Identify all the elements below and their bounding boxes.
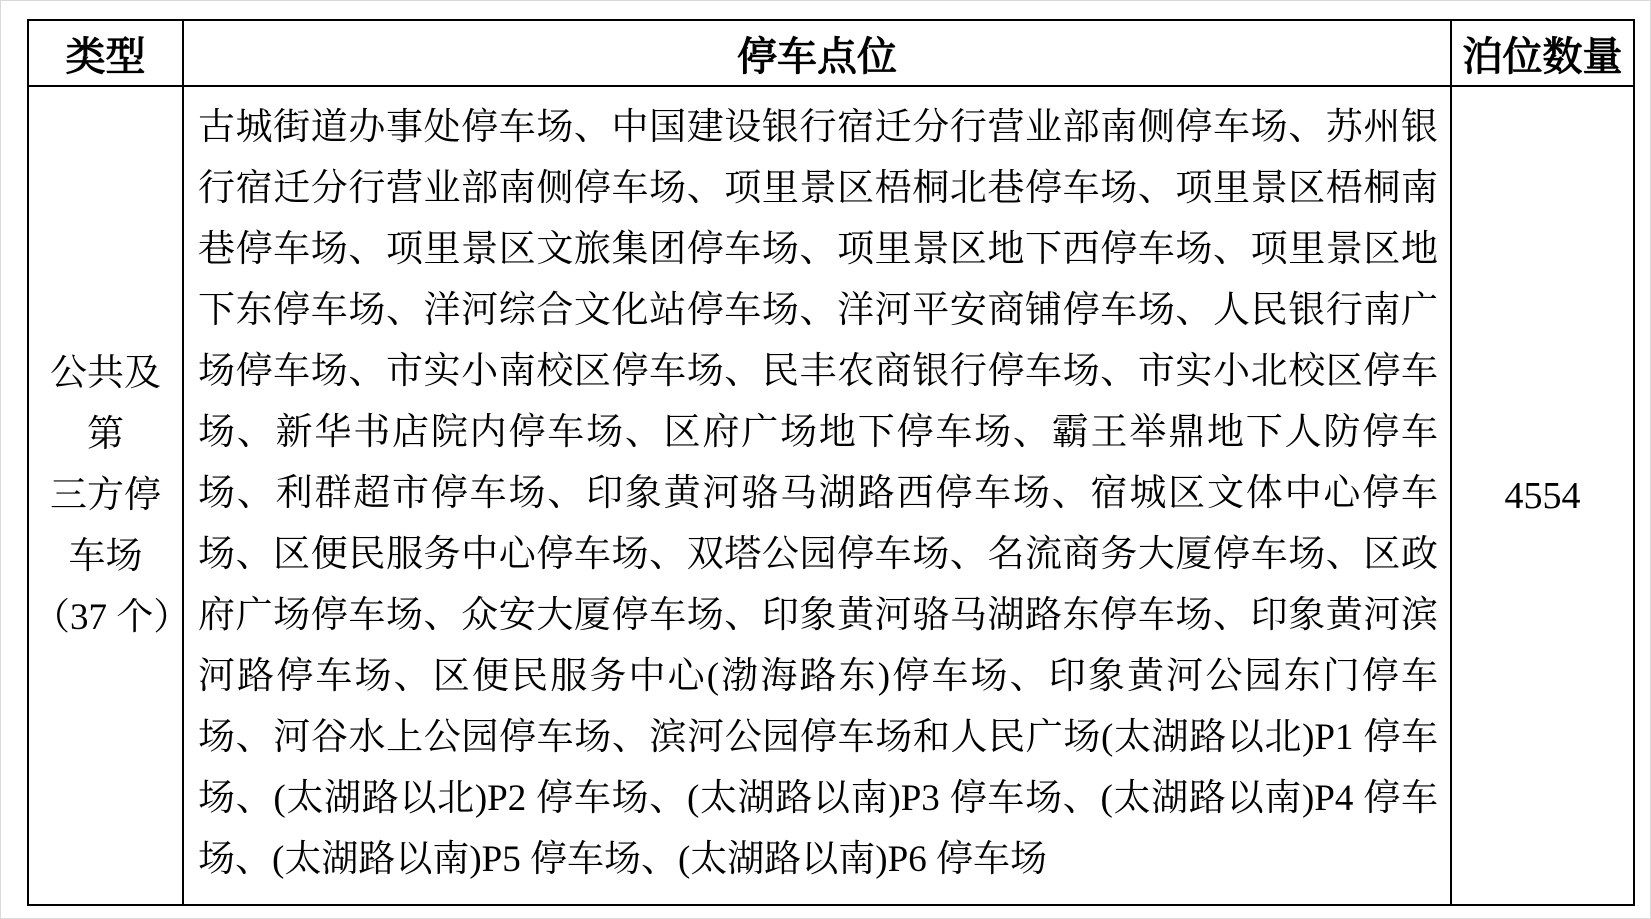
type-line-3: 车场 [68,536,143,577]
type-line-1: 公共及第 [50,353,161,455]
parking-table [27,19,1635,906]
header-row [28,20,1634,86]
col-header-type: 类型 [28,20,183,86]
table-row [28,86,1634,905]
col-header-berth-count: 泊位数量 [1451,20,1634,86]
locations-cell: 古城街道办事处停车场、中国建设银行宿迁分行营业部南侧停车场、苏州银行宿迁分行营业部南侧停车场、项里景区梧桐北巷停车场、项里景区梧桐南巷停车场、项里景区文旅集团停车场、项里景区地下西停车场、项里景区地下东停车场、洋河综合文化站停车场、洋河平安商铺停车场、人民银行南广场停车场、市实小南校区停车场、民丰农商银行停车场、市实小北校区停车场、新华书店院内停车场、区府广场地下停车场、霸王举鼎地下人防停车场、利群超市停车场、印象黄河骆马湖路西停车场、宿城区文体中心停车场、区便民服务中心停车场、双塔公园停车场、名流商务大厦停车场、区政府广场停车场、众安大厦停车场、印象黄河骆马湖路东停车场、印象黄河滨河路停车场、区便民服务中心(渤海路东)停车场、印象黄河公园东门停车场、河谷水上公园停车场、滨河公园停车场和人民广场(太湖路以北)P1 停车场、(太湖路以北)P2 停车场、(太湖路以南)P3 停车场、(太湖路以南)P4 停车场、(太湖路以南)P5 停车场、(太湖路以南)P6 停车场 [183,86,1451,905]
type-line-2: 三方停 [50,475,161,516]
col-header-locations: 停车点位 [183,20,1451,86]
type-cell [28,86,191,905]
type-line-4: （37 个） [33,597,191,638]
berth-count-cell: 4554 [1451,86,1634,905]
